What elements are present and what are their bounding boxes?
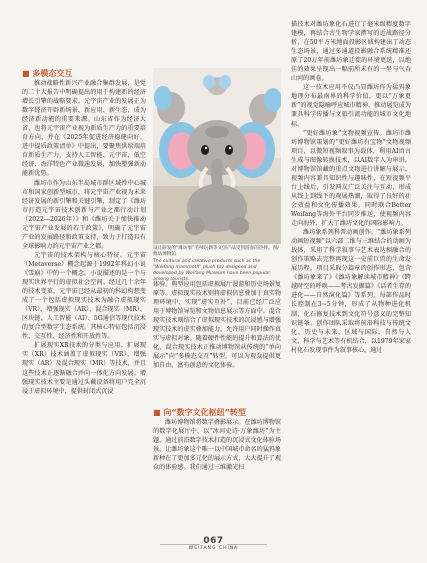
mammoth-plush-photo	[153, 68, 281, 244]
heading-mark: ■	[153, 408, 161, 417]
magazine-brand: WEIFANG CHINA	[188, 546, 239, 551]
section-heading-text: 向“数字文化枢纽”转型	[163, 408, 246, 417]
plush-toy-illustration	[153, 68, 281, 244]
section-heading-text: 多模态交互	[32, 69, 73, 78]
paragraph: “更好潍坊象”文物视频宣传。潍坊市潍坊博物馆策划的“更好潍坊有宝物”文物视频项目，以微短视频叙事为载体，利用AI语言生成与图像转换技术，以AI数字人为串讲，对博物馆馆藏的重点文物进行讲解与展示。视频内容兼具知识性与趣味性，在短视频平台上线后，引发网友广泛关注与互动，形成从线上到线下的观展热潮，取得了良好的社会效益和文化传播效果。同时联合Better Weifang等海外平台同步推送，使视频内容走向海外，扩大了潍坊文化的国际影响力。	[291, 129, 411, 228]
text-column-middle-lower	[153, 407, 281, 472]
page-footer	[0, 536, 427, 551]
caption-chinese: 设计研发的“潍坊象”毛绒玩偶等文创产品受到游客的热捧。图/潍坊博物馆	[153, 246, 279, 257]
paragraph: 潍坊象系列科普动画创作。“潍坊象系列动画短视频”以六部二维与三维结合的动画为载体，采用了科学叙事与艺术表达相融合的创作策略去完整再现这一史前巨兽的生命发展历程。项目采取分篇章的创作形态，包含《潍坊象来了》《潍坊象解读城市精神》《跨越时空的呼唤——考古发掘篇》《话者生存的进化——自然演化篇》等系列，每部作品时长控制在3~5分钟，形成了从物种进化机制、化石修复技术到文化符号意义的完整知识链条。创作团队采取将前沿科技与传统文化、历史与未来、区域与国际、自然与人文、科学与艺术等有机结合，以1979年家家村化石发现事件为叙事核心，通过	[291, 229, 411, 354]
section-heading	[22, 68, 146, 79]
paragraph: 潍坊市作为山东半岛城市群区域性中心城市和国家创新型城市，将元宇宙产业视为未来经济发展的新引擎和关键引擎，制定了《潍坊市打造元宇宙技术创新与产业之都行动计划（2022—2026年）》和《潍坊关于加快推动元宇宙产业发展的若干政策》，明确了元宇宙产业的发展路径和政策支持，致力于打造具有全球影响力的元宇宙产业之都。	[22, 179, 146, 250]
heading-mark: ■	[22, 69, 30, 78]
text-column-left	[22, 68, 146, 396]
photo-caption	[153, 246, 281, 283]
paragraph: 扩展现实XR技术的分类与应用。扩展现实（XR）技术涵盖了虚拟现实（VR）、增强现实（AR）及混合现实（MR）等技术，并且这些技术正逐渐融合并向一体化方向发展。增强现实技术主要是通过头戴设备将用户完全沉浸于虚拟环境中，提供封闭式沉浸	[22, 342, 146, 395]
caption-english: The cultural and creative products such as the "Weifang mammoth" plush toy designed and developed by Weifang Museum have been popular among tourists.	[153, 259, 271, 282]
text-column-right	[291, 20, 411, 355]
paragraph: 推动战略性新兴产业融合集群发展，是党的二十大报告中明确提出的用于构建新的经济增长引擎的战略要求。元宇宙产业的发展正为数字经济开辟新场景、新应用、新生态，成为经济新动能的重要来源。山东省作为经济大省，也将元宇宙产业视为新质生产力的重要培育方向，并在《2025年促进经济稳健向好、进中提质政策清单》中提出，要聚焦供给端培育新质生产力，支持人工智能、元宇宙、低空经济、海洋特色产业微速发展，加快塑强新动能新优势。	[22, 80, 146, 178]
paragraph: 体验。典型应用包括虚拟展厅漫游和历史场景复原等。虚拟现实技术则将虚拟信息叠加于真实物理环境中，实现“虚实互补”，目前已经广泛应用于博物馆导览和文物信息展示等方面中。混合现实技术则结合了虚拟现实技术的沉浸感与增强现实技术的虚实叠加能力，允许用户同时操作真实与虚拟对象。随着硬件性能的提升和算法的优化，混合现实技术正推动博物馆从传统的“单向展示”向“多模态交互”转型，可以为观众提供更加自由、富有创意的文化体验。	[153, 281, 281, 370]
paragraph: 这一技术应用不仅凸显潍坊作为猛犸象地理分布最南界的科学价值，更以“万象更新”的视觉隐喻呼应城市精神，推动展览成为兼具科学传播与文旅引流功能的城市文化地标。	[291, 84, 411, 128]
text-column-middle	[153, 280, 281, 370]
section-heading	[153, 407, 281, 418]
paragraph: 描技术对潍坊象化石进行了毫米级精度数字建模，再结合古生物学家撰写的近战路径分析，在50平方米地面投影区域构建出了动态生态场景，通过多通道投影融合系统精准还原了20万年前潍坊象迁徙的环境更迭，以绝佳的效果呈现出一幅前所未有的一坐与气吞山河的画卷。	[291, 21, 411, 83]
paragraph: 元宇宙的技术架构与核心特征。元宇宙（Metaverse）概念起源于1992年科幻小说《雪崩》中的一个概念。小说描述的是一个与现实世界平行的虚拟社会空间。经过几十余年的技术变革，元宇宙已经从最初的科幻构想变成了一个包括虚拟现实技术为融合虚拟现实（VR）、增强现实（AR）、混合现实（MR）、区块链、人工智能（AI）、5G通信等现代技术的复合型数字生态系统。其核心特征包括沉浸性、交互性、经济性和开放性等。	[22, 251, 146, 341]
page-number: 067	[203, 536, 224, 546]
paragraph: 潍坊博物馆将数字叠影展示。在潍坊博物馆的数字化展厅中，以“冰河史诗·万象潍坊”为主题，通过前沿数字技术打造的沉浸式文化体验场景，让潍坊象这个唯一以中国城市命名的猛犸象新种在了更加多元化的展示方式，大大提升了观众的体验感。我们通过三维激光扫	[153, 419, 281, 472]
